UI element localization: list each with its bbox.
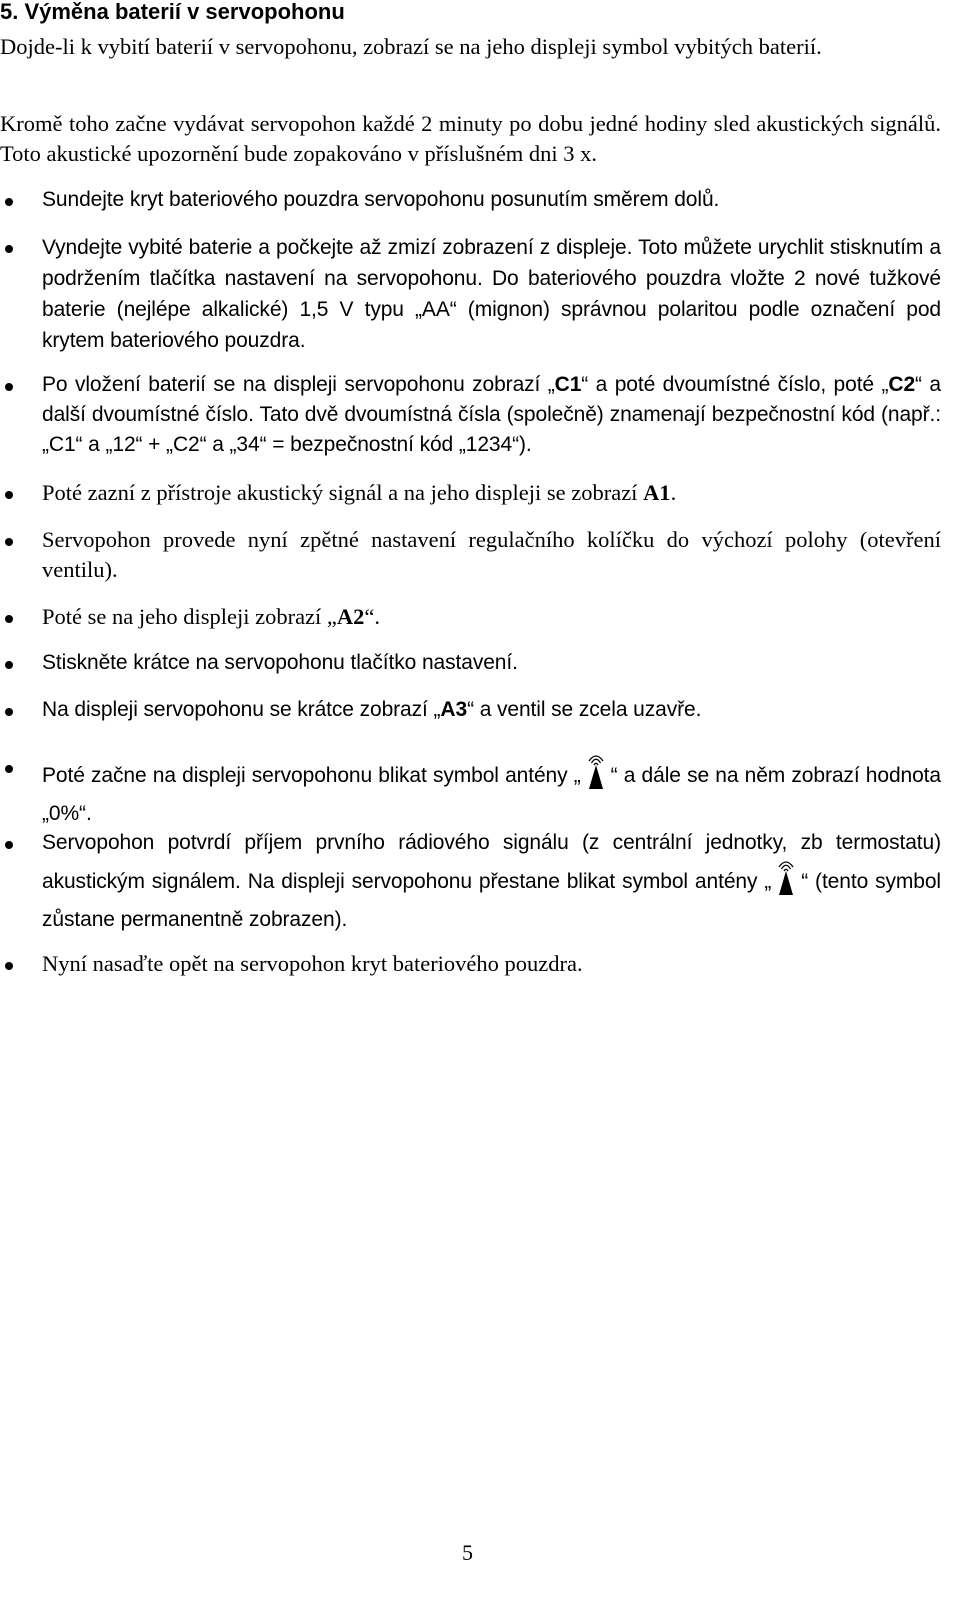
intro-paragraph-2: Kromě toho začne vydávat servopohon každé 2 minuty po dobu jedné hodiny sled akustických signálů. Toto akustické upozornění bude zopakováno v příslušném dni 3 x.: [0, 111, 941, 166]
list-item: [0, 232, 941, 356]
step-text: Po vložení baterií se na displeji servopohonu zobrazí „C1“ a poté dvoumístné číslo, poté „C2“ a další dvoumístné číslo. Tato dvě dvoumístná čísla (společně) znamenají bezpečnostní kód (např.: „C1“ a „12“ + „C2“ a „34“ = bezpečnostní kód „1234“).: [42, 373, 941, 456]
display-code: A1: [643, 480, 671, 505]
list-item: [0, 828, 941, 935]
display-code: A2: [336, 604, 365, 629]
step-text: Vyndejte vybité baterie a počkejte až zmizí zobrazení z displeje. Toto můžete urychlit stisknutím a podržením tlačítka nastavení na servopohonu. Do bateriového pouzdra vložte 2 nové tužkové baterie (nejlépe alkalické) 1,5 V typu „AA“ (mignon) správnou polaritou podle označení pod krytem bateriového pouzdra.: [42, 236, 941, 352]
step-text: Sundejte kryt bateriového pouzdra servopohonu posunutím směrem dolů.: [42, 188, 720, 211]
display-code: C2: [888, 373, 916, 396]
bullet-icon: [5, 708, 13, 716]
step-text: Poté zazní z přístroje akustický signál a na jeho displeji se zobrazí A1.: [42, 480, 677, 505]
antenna-icon: [775, 858, 797, 905]
antenna-icon: [585, 752, 607, 799]
list-item: [0, 370, 941, 460]
list-item: [0, 185, 941, 215]
list-item: [0, 752, 941, 829]
bullet-icon: [5, 962, 13, 970]
bullet-icon: [5, 198, 13, 206]
intro-paragraph-1: Dojde-li k vybití baterií v servopohonu, zobrazí se na jeho displeji symbol vybitých baterií.: [0, 34, 822, 59]
list-item: [0, 478, 941, 508]
bullet-icon: [5, 615, 13, 623]
section-title: 5. Výměna baterií v servopohonu: [0, 0, 345, 24]
display-code: A3: [440, 698, 468, 721]
list-item: [0, 648, 941, 678]
list-item: [0, 949, 941, 979]
step-text: Nyní nasaďte opět na servopohon kryt bateriového pouzdra.: [42, 951, 583, 976]
page-number: 5: [462, 1540, 473, 1565]
list-item: [0, 695, 941, 725]
bullet-icon: [5, 491, 13, 499]
list-item: [0, 525, 941, 585]
bullet-icon: [5, 245, 13, 253]
bullet-icon: [5, 765, 13, 773]
step-text: Poté se na jeho displeji zobrazí „A2“.: [42, 604, 381, 629]
step-text: Poté začne na displeji servopohonu blikat symbol antény „ “ a dále se na něm zobrazí hodnota „0%“.: [42, 752, 941, 829]
bullet-icon: [5, 841, 13, 849]
bullet-icon: [5, 383, 13, 391]
bullet-icon: [5, 538, 13, 546]
step-text: Stiskněte krátce na servopohonu tlačítko nastavení.: [42, 651, 518, 674]
list-item: [0, 602, 941, 632]
display-code: C1: [554, 373, 582, 396]
step-text: Servopohon provede nyní zpětné nastavení regulačního kolíčku do výchozí polohy (otevření ventilu).: [42, 527, 941, 582]
bullet-icon: [5, 661, 13, 669]
step-text: Servopohon potvrdí příjem prvního rádiového signálu (z centrální jednotky, zb termostatu) akustickým signálem. Na displeji servopohonu přestane blikat symbol antény „ “ (tento symbol zůstane permanentně zobrazen).: [42, 831, 941, 931]
step-text: Na displeji servopohonu se krátce zobrazí „A3“ a ventil se zcela uzavře.: [42, 698, 702, 721]
